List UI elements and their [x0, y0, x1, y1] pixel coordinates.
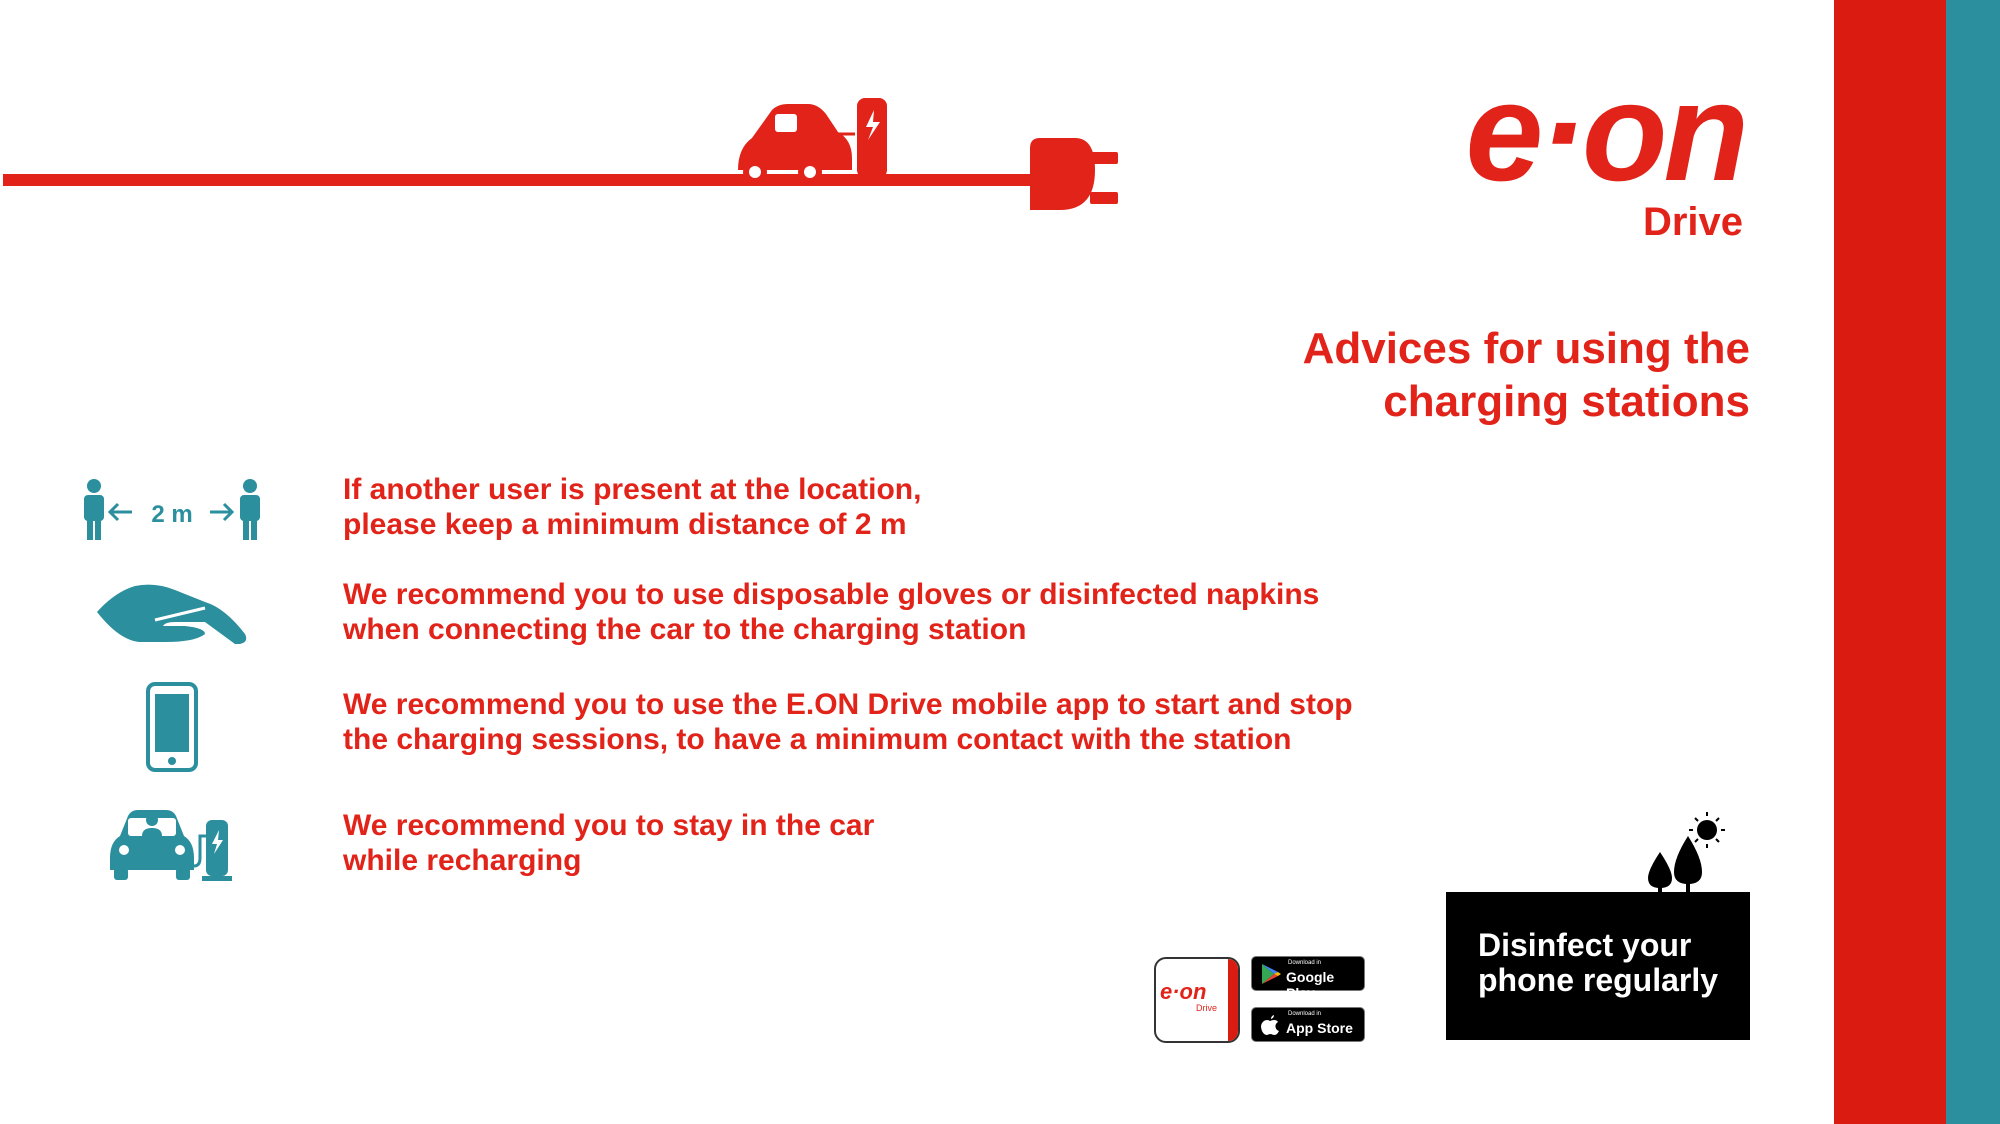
- app-icon-sub: Drive: [1196, 1003, 1218, 1013]
- disinfect-tip-box: [1446, 892, 1750, 1040]
- app-icon-strip: [1228, 959, 1238, 1041]
- page-title: Advices for using the charging stations: [1302, 324, 1750, 426]
- brand-stripe-red: [1834, 0, 1946, 1124]
- brand-stripe-teal: [1946, 0, 2000, 1124]
- advice-distance-text: If another user is present at the location, please keep a minimum distance of 2 m: [343, 473, 922, 541]
- app-icon-logo: e·on: [1160, 979, 1207, 1004]
- drive-label: Drive: [1642, 200, 1743, 244]
- advice-stay-in-car-text: We recommend you to stay in the car while recharging: [343, 809, 875, 877]
- advice-gloves-text: We recommend you to use disposable gloves or disinfected napkins when connecting the car to the charging station: [343, 578, 1320, 646]
- distance-label: 2 m: [151, 501, 193, 528]
- distance-people-icon: [80, 478, 265, 542]
- google-play-label: Google Play: [1286, 969, 1335, 1001]
- app-store-badge[interactable]: [1251, 1007, 1365, 1042]
- google-play-icon: [1260, 963, 1282, 985]
- eon-drive-app-icon[interactable]: [1154, 957, 1240, 1043]
- app-store-label: App Store: [1286, 1020, 1353, 1036]
- app-store-small-label: Download in: [1288, 1011, 1322, 1017]
- google-play-badge[interactable]: [1251, 956, 1365, 1001]
- disinfect-tip-text: Disinfect your phone regularly: [1478, 927, 1719, 998]
- smartphone-icon: [146, 682, 198, 772]
- apple-icon: [1260, 1014, 1280, 1036]
- gloved-hand-icon: [95, 582, 250, 648]
- advice-app-text: We recommend you to use the E.ON Drive mobile app to start and stop the charging sessions, to have a minimum contact with the station: [343, 688, 1353, 756]
- car-charging-icon: [106, 806, 236, 884]
- google-play-small-label: Download in: [1288, 960, 1322, 966]
- red-plug-icon: [1030, 138, 1118, 210]
- ev-cable-illustration: [0, 80, 1130, 230]
- red-car-icon: [738, 104, 852, 184]
- eon-logo: e·on: [1465, 53, 1745, 210]
- trees-sun-icon: [1640, 808, 1730, 896]
